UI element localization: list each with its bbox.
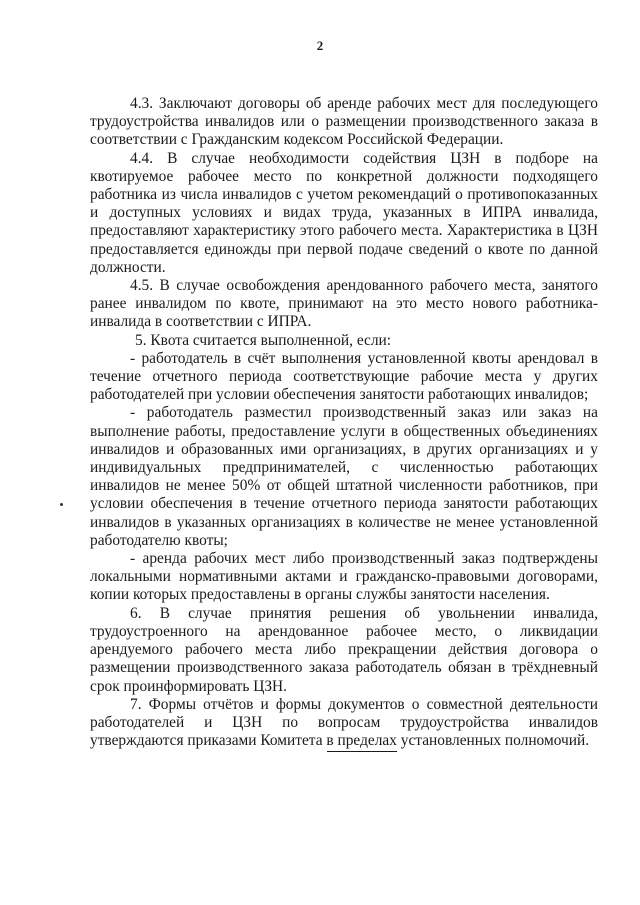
paragraph-4-3: 4.3. Заключают договоры об аренде рабочих мест для последующего трудоустройства инвалидов или о размещении производственного заказа в соответствии с Гражданским кодексом Российской Федерации. [90,95,598,149]
margin-dot [60,503,63,506]
paragraph-7: 7. Формы отчётов и формы документов о совместной деятельности работодателей и ЦЗН по вопросам трудоустройства инвалидов утверждаются приказами Комитета в пределах установленных полномочий. [90,695,598,750]
paragraph-4-5: 4.5. В случае освобождения арендованного рабочего места, занятого ранее инвалидом по квоте, принимают на это место нового работника-инвалида в соответствии с ИПРА. [90,277,598,331]
list-item-confirmation: - аренда рабочих мест либо производственный заказ подтверждены локальными нормативными актами и гражданско-правовыми договорами, копии которых предоставлены в органы службы занятости населения. [90,550,598,604]
paragraph-5: 5. Квота считается выполненной, если: [135,331,392,349]
paragraph-4-4: 4.4. В случае необходимости содействия ЦЗН в подборе на квотируемое рабочее место по конкретной должности подходящего работника из числа инвалидов с учетом рекомендаций о противопоказанных и доступных условиях и видах труда, указанных в ИПРА инвалида, предоставляют характеристику этого рабочего места. Характеристика в ЦЗН предоставляется единожды при первой подаче сведений о квоте по данной должности. [90,149,598,276]
end-rule [327,751,397,752]
page-number: 2 [316,38,324,53]
list-item-order: - работодатель разместил производственный заказ или заказ на выполнение работы, предоставление услуги в общественных объединениях инвалидов и образованных ими организациях, в других организациях и у индивидуальных предпринимателей, с численностью работающих инвалидов не менее 50% от общей штатной численности работников, при условии обеспечения в течение отчетного периода занятости работающих инвалидов в указанных организациях в количестве не менее установленной работодателю квоты; [90,404,598,549]
document-body [90,95,598,750]
paragraph-6: 6. В случае принятия решения об увольнении инвалида, трудоустроенного на арендованное рабочее место, о ликвидации арендуемого рабочего места либо прекращении действия договора о размещении производственного заказа работодатель обязан в трёхдневный срок проинформировать ЦЗН. [90,604,598,695]
list-item-rent: - работодатель в счёт выполнения установленной квоты арендовал в течение отчетного периода соответствующие рабочие места у других работодателей при условии обеспечения занятости работающих инвалидов; [90,349,598,404]
